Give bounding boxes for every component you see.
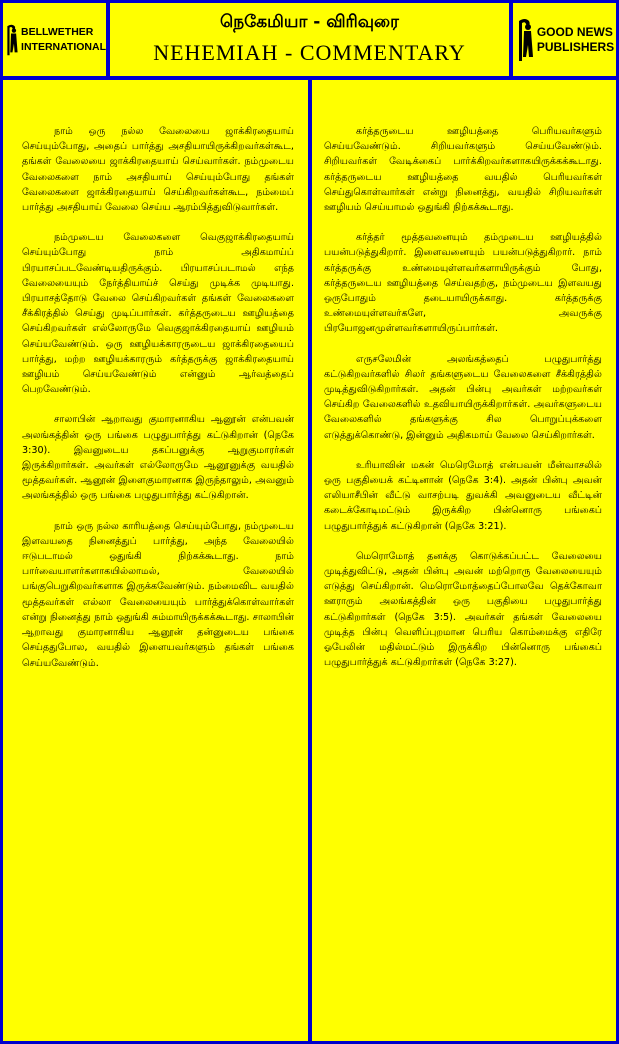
paragraph: எருசலேமின் அலங்கத்தைப் பழுதுபார்த்து கட்டுகிறவர்களில் சிலர் தங்களுடைய வேலைகளை சீக்கிரத்தில் முடித்துவிடுகிறார்கள். அதன் பின்பு அவர்கள் மற்றவர்கள் செய்கிற வேலைகளில் உதவியாயிருக்கிறார்கள். அவர்களுடைய வேலைகளில் தங்களுக்கு சில பொறுப்புக்களை எடுத்துக்கொண்டு, இன்னும் அதிகமாய் வேலை செய்கிறார்கள்.	[324, 353, 602, 441]
paragraph: நாம் ஒரு நல்ல காரியத்தை செய்யும்போது, நம்முடைய இளவயதை நினைத்துப் பார்த்து, அந்த வேலையில் ஈடுபடாமல் ஒதுங்கி நிற்கக்கூடாது. நாம் பார்வையாளர்களாகயில்லாமல், வேலையில் பங்குபெறுகிறவர்களாக இருக்கவேண்டும். நம்மைவிட வயதில் மூத்தவர்கள் எல்லா வேலையையும் பார்த்துக்கொள்வார்கள் என்று நினைத்து நாம் ஒதுங்கி சும்மாயிருக்கக்கூடாது. சாலாபின் ஆறாவது குமாரனாகிய ஆனூன் தன்னுடைய பங்கை செய்ததுபோல, வயதில் இளையவர்களும் தங்கள் பங்கை செய்யவேண்டும்.	[22, 520, 294, 669]
page-title-english: NEHEMIAH - COMMENTARY	[153, 40, 466, 65]
right-logo-line1: GOOD NEWS	[536, 24, 613, 39]
left-column	[3, 80, 308, 1041]
shepherd-icon	[515, 17, 535, 63]
right-logo-box	[513, 3, 616, 76]
left-logo-line1: BELLWETHER	[21, 25, 94, 38]
shepherd-icon	[3, 17, 19, 63]
title-box	[110, 3, 509, 76]
left-logo-line2: INTERNATIONAL	[21, 40, 106, 53]
paragraph: கர்த்தருடைய ஊழியத்தை பெரியவர்களும் செய்யவேண்டும். சிறியவர்களும் செய்யவேண்டும். சிறியவர்கள் வேடிக்கைப் பார்க்கிறவர்களாகயிருக்கக்கூடாது. கர்த்தருடைய ஊழியத்தை வயதில் பெரியவர்கள் செய்துகொள்வார்கள் என்று நினைத்து, வயதில் சிறியவர்கள் ஊழியம் செய்யாமல் ஒதுங்கி நிற்கக்கூடாது.	[324, 126, 602, 214]
paragraph: நம்முடைய வேலைகளை வெகுஜாக்கிரதையாய் செய்யும்போது நாம் அதிகமாய்ப் பிரயாசப்படவேண்டியதிருக்கும். பிரயாசப்படாமல் எந்த வேலையையும் நேர்த்தியாய்ச் செய்து முடிக்க முடியாது. பிரயாசத்தோடு வேலை செய்கிறவர்கள் தங்கள் வேலைகளை சீக்கிரத்தில் செய்து முடிப்பார்கள். கர்த்தருடைய ஊழியத்தை செய்கிறவர்கள் எல்லோருமே வெகுஜாக்கிரதையாய் ஊழியம் செய்யவேண்டும். ஒரு ஊழியக்காரருடைய ஜாக்கிரதையைப் பார்த்து, மற்ற ஊழியக்காரரும் கர்த்தருக்கு ஜாக்கிரதையாய் ஊழியம் செய்யவேண்டும் என்னும் ஆர்வத்தைப் பெறவேண்டும்.	[22, 232, 294, 396]
page-title-tamil: நெகேமியா - விரிவுரை	[220, 12, 399, 32]
paragraph: மெரொமோத் தனக்கு கொடுக்கப்பட்ட வேலையை முடித்துவிட்டு, அதன் பின்பு அவன் மற்றொரு வேலையையும் எடுத்து செய்கிறான். மெரொமோத்தைப்போலவே தெக்கோவா ஊராரும் அலங்கத்தின் ஒரு பகுதியை பழுதுபார்த்து கட்டுகிறார்கள் (நெகே 3:5). அவர்கள் தங்கள் வேலையை முடித்த பின்பு வெளிப்புறமான பெரிய கொம்மைக்கு எதிரே ஓபேலின் மதில்மட்டும் இருக்கிற பின்னொரு பங்கைப் பழுதுபார்த்துக் கட்டுகிறார்கள் (நெகே 3:27).	[324, 550, 602, 669]
left-logo-box	[3, 3, 106, 76]
bellwether-logo	[3, 3, 106, 76]
paragraph: சாலாபின் ஆறாவது குமாரனாகிய ஆனூன் என்பவன் அலங்கத்தின் ஒரு பங்கை பழுதுபார்த்து கட்டுகிறான் (நெகே 3:30). இவனுடைய தகப்பனுக்கு ஆறுகுமாரர்கள் இருக்கிறார்கள். அவர்கள் எல்லோருமே ஆனூனுக்கு வயதில் மூத்தவர்கள். ஆனூன் இளைகுமாரனாக இருந்தாலும், அவனும் அலங்கத்தில் ஒரு பங்கை பழுதுபார்த்து கட்டுகிறான்.	[22, 414, 294, 502]
right-logo-line2: PUBLISHERS	[536, 39, 615, 54]
paragraph: கர்த்தர் மூத்தவனையும் தம்முடைய ஊழியத்தில் பயன்படுத்துகிறார். இளைவனையும் பயன்படுத்துகிறார். நாம் கர்த்தருக்கு உண்மையுள்ளவர்களாயிருக்கும் போது, கர்த்தருடைய ஊழியத்தை செய்வதற்கு, நம்முடைய இளவயது ஒருபோதும் தடையாயிருக்காது. கர்த்தருக்கு உண்மையுள்ளவர்களே, அவருக்கு பிரயோஜனமுள்ளவர்களாயிருப்பார்கள்.	[324, 232, 602, 335]
good-news-logo	[513, 3, 616, 76]
paragraph: நாம் ஒரு நல்ல வேலையை ஜாக்கிரதையாய் செய்யும்போது, அதைப் பார்த்து அசதியாயிருக்கிறவர்கள்கூட, தங்கள் வேலையை ஜாக்கிரதையாய் செய்வார்கள். நம்முடைய வேலைகளை நாம் அசதியாய் செய்யும்போது தங்கள் வேலைகளை ஜாக்கிரதையாய் செய்கிறவர்கள்கூட, நம்மைப் பார்த்து அசதியாய் வேலை செய்ய ஆரம்பித்துவிடுவார்கள்.	[22, 126, 294, 214]
paragraph: உரியாவின் மகன் மெரெமோத் என்பவன் மீன்வாசலில் ஒரு பகுதியைக் கட்டினான் (நெகே 3:4). அதன் பின்பு அவன் எலியாசீபின் வீட்டு வாசற்படி துவக்கி அவனுடைய வீட்டின் கடைக்கோடிமட்டும் இருக்கிற பின்னொரு பங்கைப் பழுதுபார்த்துக் கட்டுகிறான் (நெகே 3:21).	[324, 459, 602, 532]
right-column	[312, 80, 616, 1041]
